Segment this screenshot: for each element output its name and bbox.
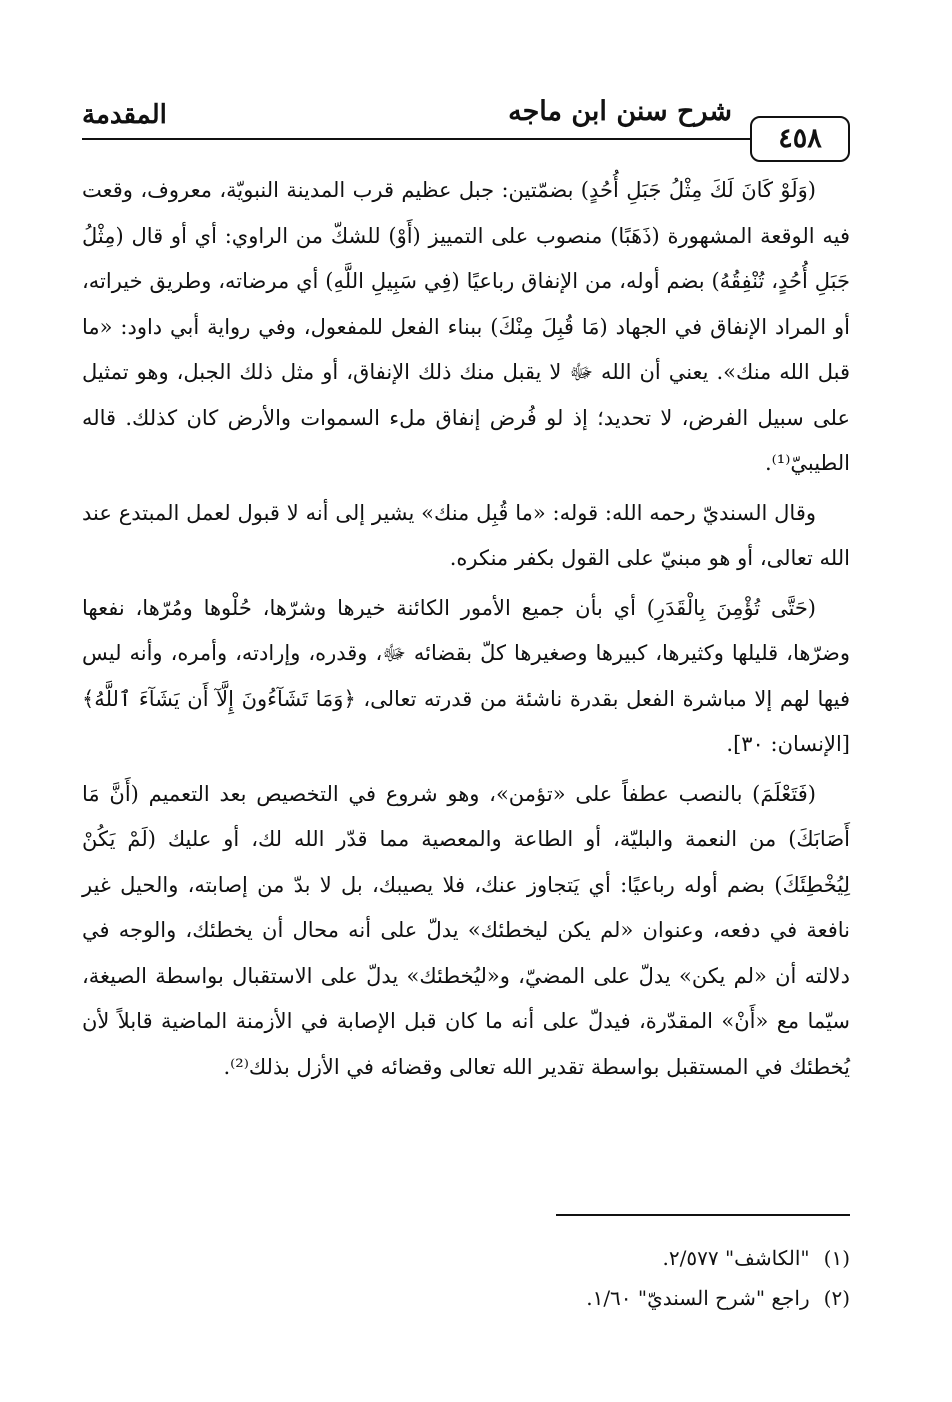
footnote-number: (٢): [823, 1286, 850, 1310]
paragraph: (حَتَّى تُؤْمِنَ بِالْقَدَرِ) أي بأن جميع الأمور الكائنة خيرها وشرّها، حُلْوها ومُرّها، نفعها وضرّها، قليلها وكثيرها، كبيرها وصغيرها كلّ بقضائه ﷻ، وقدره، وإرادته، وأمره، وأنه ليس فيها لهم إلا مباشرة الفعل بقدرة ناشئة من قدرته تعالى، ﴿وَمَا تَشَآءُونَ إِلَّآ أَن يَشَآءَ ٱللَّهُ﴾ [الإنسان: ٣٠].: [82, 595, 850, 756]
page-number: ٤٥٨: [750, 116, 850, 162]
footnote: [82, 1278, 850, 1318]
section-title: المقدمة: [82, 100, 167, 130]
footnote-text: راجع "شرح السنديّ" ١/٦٠.: [586, 1286, 810, 1310]
footnote-number: (١): [823, 1246, 850, 1270]
paragraph: (وَلَوْ كَانَ لَكَ مِثْلُ جَبَلِ أُحُدٍ) بضمّتين: جبل عظيم قرب المدينة النبويّة، معروف، وقعت فيه الوقعة المشهورة (ذَهَبًا) منصوب على التمييز (أَوْ) للشكّ من الراوي: أي أو قال (مِثْلُ جَبَلِ أُحُدٍ، تُنْفِقُهُ) بضم أوله، من الإنفاق رباعيًا (فِي سَبِيلِ اللَّهِ) أي مرضاته، وطريق خيراته، أو المراد الإنفاق في الجهاد (مَا قُبِلَ مِنْكَ) ببناء الفعل للمفعول، وفي رواية أبي داود: «ما قبل الله منك». يعني أن الله ﷻ لا يقبل منك ذلك الإنفاق، أو مثل ذلك الجبل، وهو تمثيل على سبيل الفرض، لا تحديد؛ إذ لو فُرض إنفاق ملء السموات والأرض كان كذلك. قاله الطيبيّ⁽¹⁾.: [82, 178, 850, 475]
paragraph: (فَتَعْلَمَ) بالنصب عطفاً على «تؤمن»، وهو شروع في التخصيص بعد التعميم (أَنَّ مَا أَصَابَكَ) من النعمة والبليّة، أو الطاعة والمعصية مما قدّر الله لك، أو عليك (لَمْ يَكُنْ لِيُخْطِئَكَ) بضم أوله رباعيًا: أي يَتجاوز عنك، فلا يصيبك، بل لا بدّ من إصابته، والحيل غير نافعة في دفعه، وعنوان «لم يكن ليخطئك» يدلّ على أنه محال أن يخطئك، والوجه في دلالته أن «لم يكن» يدلّ على المضيّ، و«ليُخطئك» يدلّ على الاستقبال بواسطة الصيغة، سيّما مع «أَنْ» المقدّرة، فيدلّ على أنه ما كان قبل الإصابة في الأزمنة الماضية قابلاً لأن يُخطئك في المستقبل بواسطة تقدير الله تعالى وقضائه في الأزل بذلك⁽²⁾.: [82, 781, 850, 1079]
paragraph: وقال السنديّ رحمه الله: قوله: «ما قُبِل منك» يشير إلى أنه لا قبول لعمل المبتدع عند الله تعالى، أو هو مبنيّ على القول بكفر منكره.: [82, 500, 850, 570]
header-rule: [82, 138, 752, 140]
footnote-text: "الكاشف" ٢/٥٧٧.: [662, 1246, 810, 1270]
footnote: [82, 1238, 850, 1278]
main-text: [82, 168, 850, 1090]
footnotes: [82, 1238, 850, 1318]
page-header: [82, 92, 850, 152]
footnote-divider: [556, 1214, 850, 1216]
book-title: شرح سنن ابن ماجه: [508, 96, 732, 127]
